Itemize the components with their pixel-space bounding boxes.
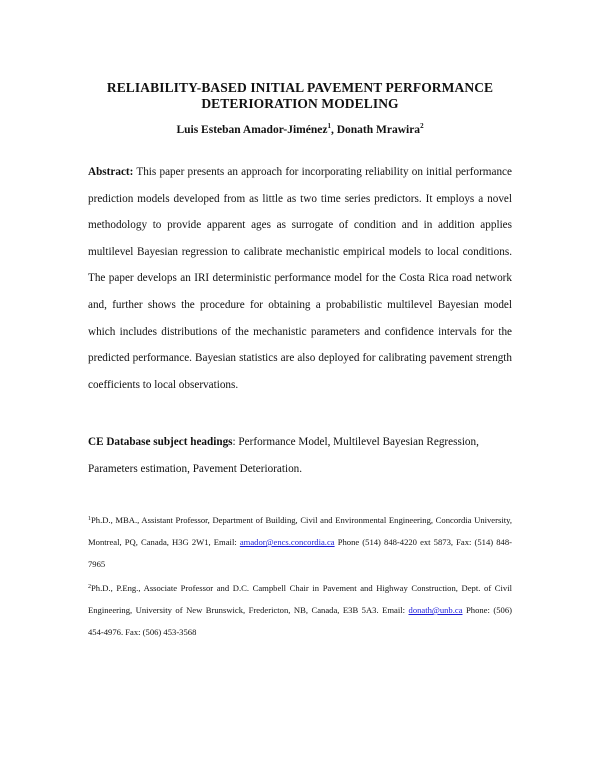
subject-headings-text: : Performance Model, Multilevel Bayesian Regression, Parameters estimation, Pavement Deterioration.	[88, 436, 479, 475]
footnote-2-mark: 2	[88, 584, 91, 590]
footnote-1-contact: Phone (514) 848-4220 ext 5873, Fax: (514) 848-7965	[88, 537, 512, 569]
footnote-1-mark: 1	[88, 516, 91, 522]
footnote-2	[88, 577, 512, 643]
footnote-2-text: Ph.D., P.Eng., Associate Professor and D.C. Campbell Chair in Pavement and Highway Construction, Dept. of Civil Engineering, University of New Brunswick, Fredericton, NB, Canada, E3B 5A3. Email:	[88, 583, 512, 615]
footnote-2-contact: Phone: (506) 454-4976. Fax: (506) 453-3568	[88, 605, 512, 637]
footnote-1-email-link[interactable]: amador@encs.concordia.ca	[239, 537, 335, 547]
paper-title	[60, 80, 540, 112]
author-1-affiliation-mark: 1	[327, 122, 331, 130]
abstract-label: Abstract:	[88, 166, 134, 178]
footnote-1	[88, 509, 512, 575]
abstract-text: This paper presents an approach for incorporating reliability on initial performance prediction models developed from as little as two time series predictors. It employs a novel methodology to provide apparent ages as surrogate of condition and in addition applies multilevel Bayesian regression to calibrate mechanistic empirical models to local conditions. The paper develops an IRI deterministic performance model for the Costa Rica road network and, further shows the procedure for obtaining a probabilistic multilevel Bayesian model which includes distributions of the mechanistic parameters and confidence intervals for the predicted performance. Bayesian statistics are also deployed for calibrating pavement strength coefficients to local observations.	[88, 166, 512, 391]
author-separator: ,	[330, 124, 337, 136]
author-2-affiliation-mark: 2	[420, 122, 424, 130]
footnote-1-text: Ph.D., MBA., Assistant Professor, Department of Building, Civil and Environmental Engineering, Concordia University, Montreal, PQ, Canada, H3G 2W1, Email:	[88, 515, 512, 547]
abstract-paragraph	[88, 159, 512, 398]
title-line-1: RELIABILITY-BASED INITIAL PAVEMENT PERFORMANCE	[106, 80, 494, 95]
subject-headings-paragraph	[88, 429, 512, 482]
author-1-name: Luis Esteban Amador-Jiménez	[176, 124, 328, 136]
footnote-2-email-link[interactable]: donath@unb.ca	[408, 605, 463, 615]
title-line-2: DETERIORATION MODELING	[201, 96, 399, 111]
author-2-name: Donath Mrawira	[336, 124, 421, 136]
author-list	[60, 123, 540, 137]
subject-headings-label: CE Database subject headings	[88, 436, 233, 448]
